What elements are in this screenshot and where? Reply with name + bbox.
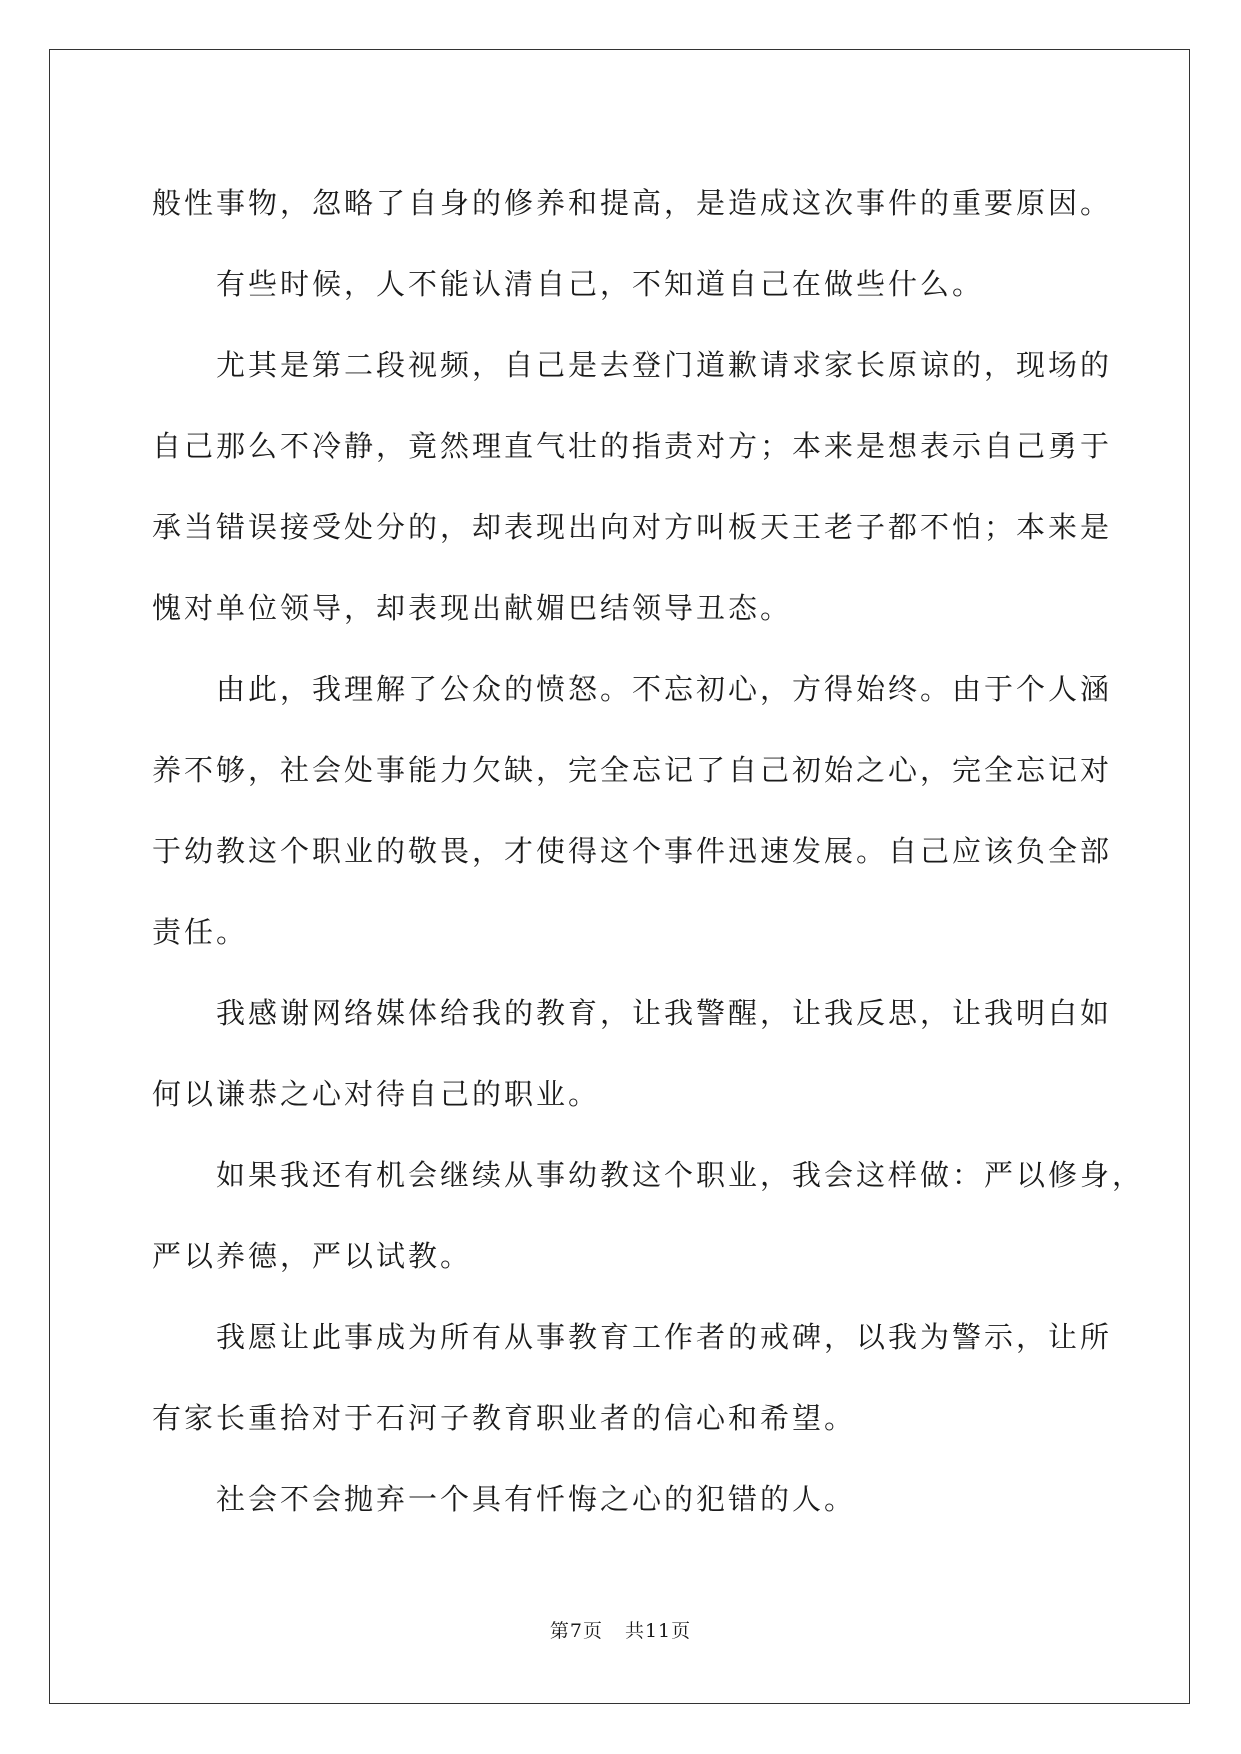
text-line: 般性事物，忽略了自身的修养和提高，是造成这次事件的重要原因。 [152,186,1113,220]
document-body [152,163,1145,1540]
text-line: 养不够，社会处事能力欠缺，完全忘记了自己初始之心，完全忘记对 [152,753,1113,787]
text-line: 严以养德，严以试教。 [152,1239,473,1273]
text-line: 尤其是第二段视频，自己是去登门道歉请求家长原谅的，现场的 [216,348,1113,382]
text-line: 由此，我理解了公众的愤怒。不忘初心，方得始终。由于个人涵 [216,672,1113,706]
text-line: 愧对单位领导，却表现出献媚巴结领导丑态。 [152,591,793,625]
page-total: 共11页 [624,1620,692,1642]
text-line: 我感谢网络媒体给我的教育，让我警醒，让我反思，让我明白如 [216,996,1113,1030]
text-line: 承当错误接受处分的，却表现出向对方叫板天王老子都不怕；本来是 [152,510,1113,544]
page-footer [0,1616,1241,1643]
text-line: 有些时候，人不能认清自己，不知道自己在做些什么。 [216,267,985,301]
text-line: 有家长重拾对于石河子教育职业者的信心和希望。 [152,1401,857,1435]
text-line: 如果我还有机会继续从事幼教这个职业，我会这样做：严以修身， [216,1158,1145,1192]
text-line: 于幼教这个职业的敬畏，才使得这个事件迅速发展。自己应该负全部 [152,834,1113,868]
page-number: 第7页 [549,1620,603,1642]
text-line: 社会不会抛弃一个具有忏悔之心的犯错的人。 [216,1482,857,1516]
text-line: 自己那么不冷静，竟然理直气壮的指责对方；本来是想表示自己勇于 [152,429,1113,463]
text-line: 责任。 [152,915,249,949]
text-line: 我愿让此事成为所有从事教育工作者的戒碑，以我为警示，让所 [216,1320,1113,1354]
text-line: 何以谦恭之心对待自己的职业。 [152,1077,601,1111]
